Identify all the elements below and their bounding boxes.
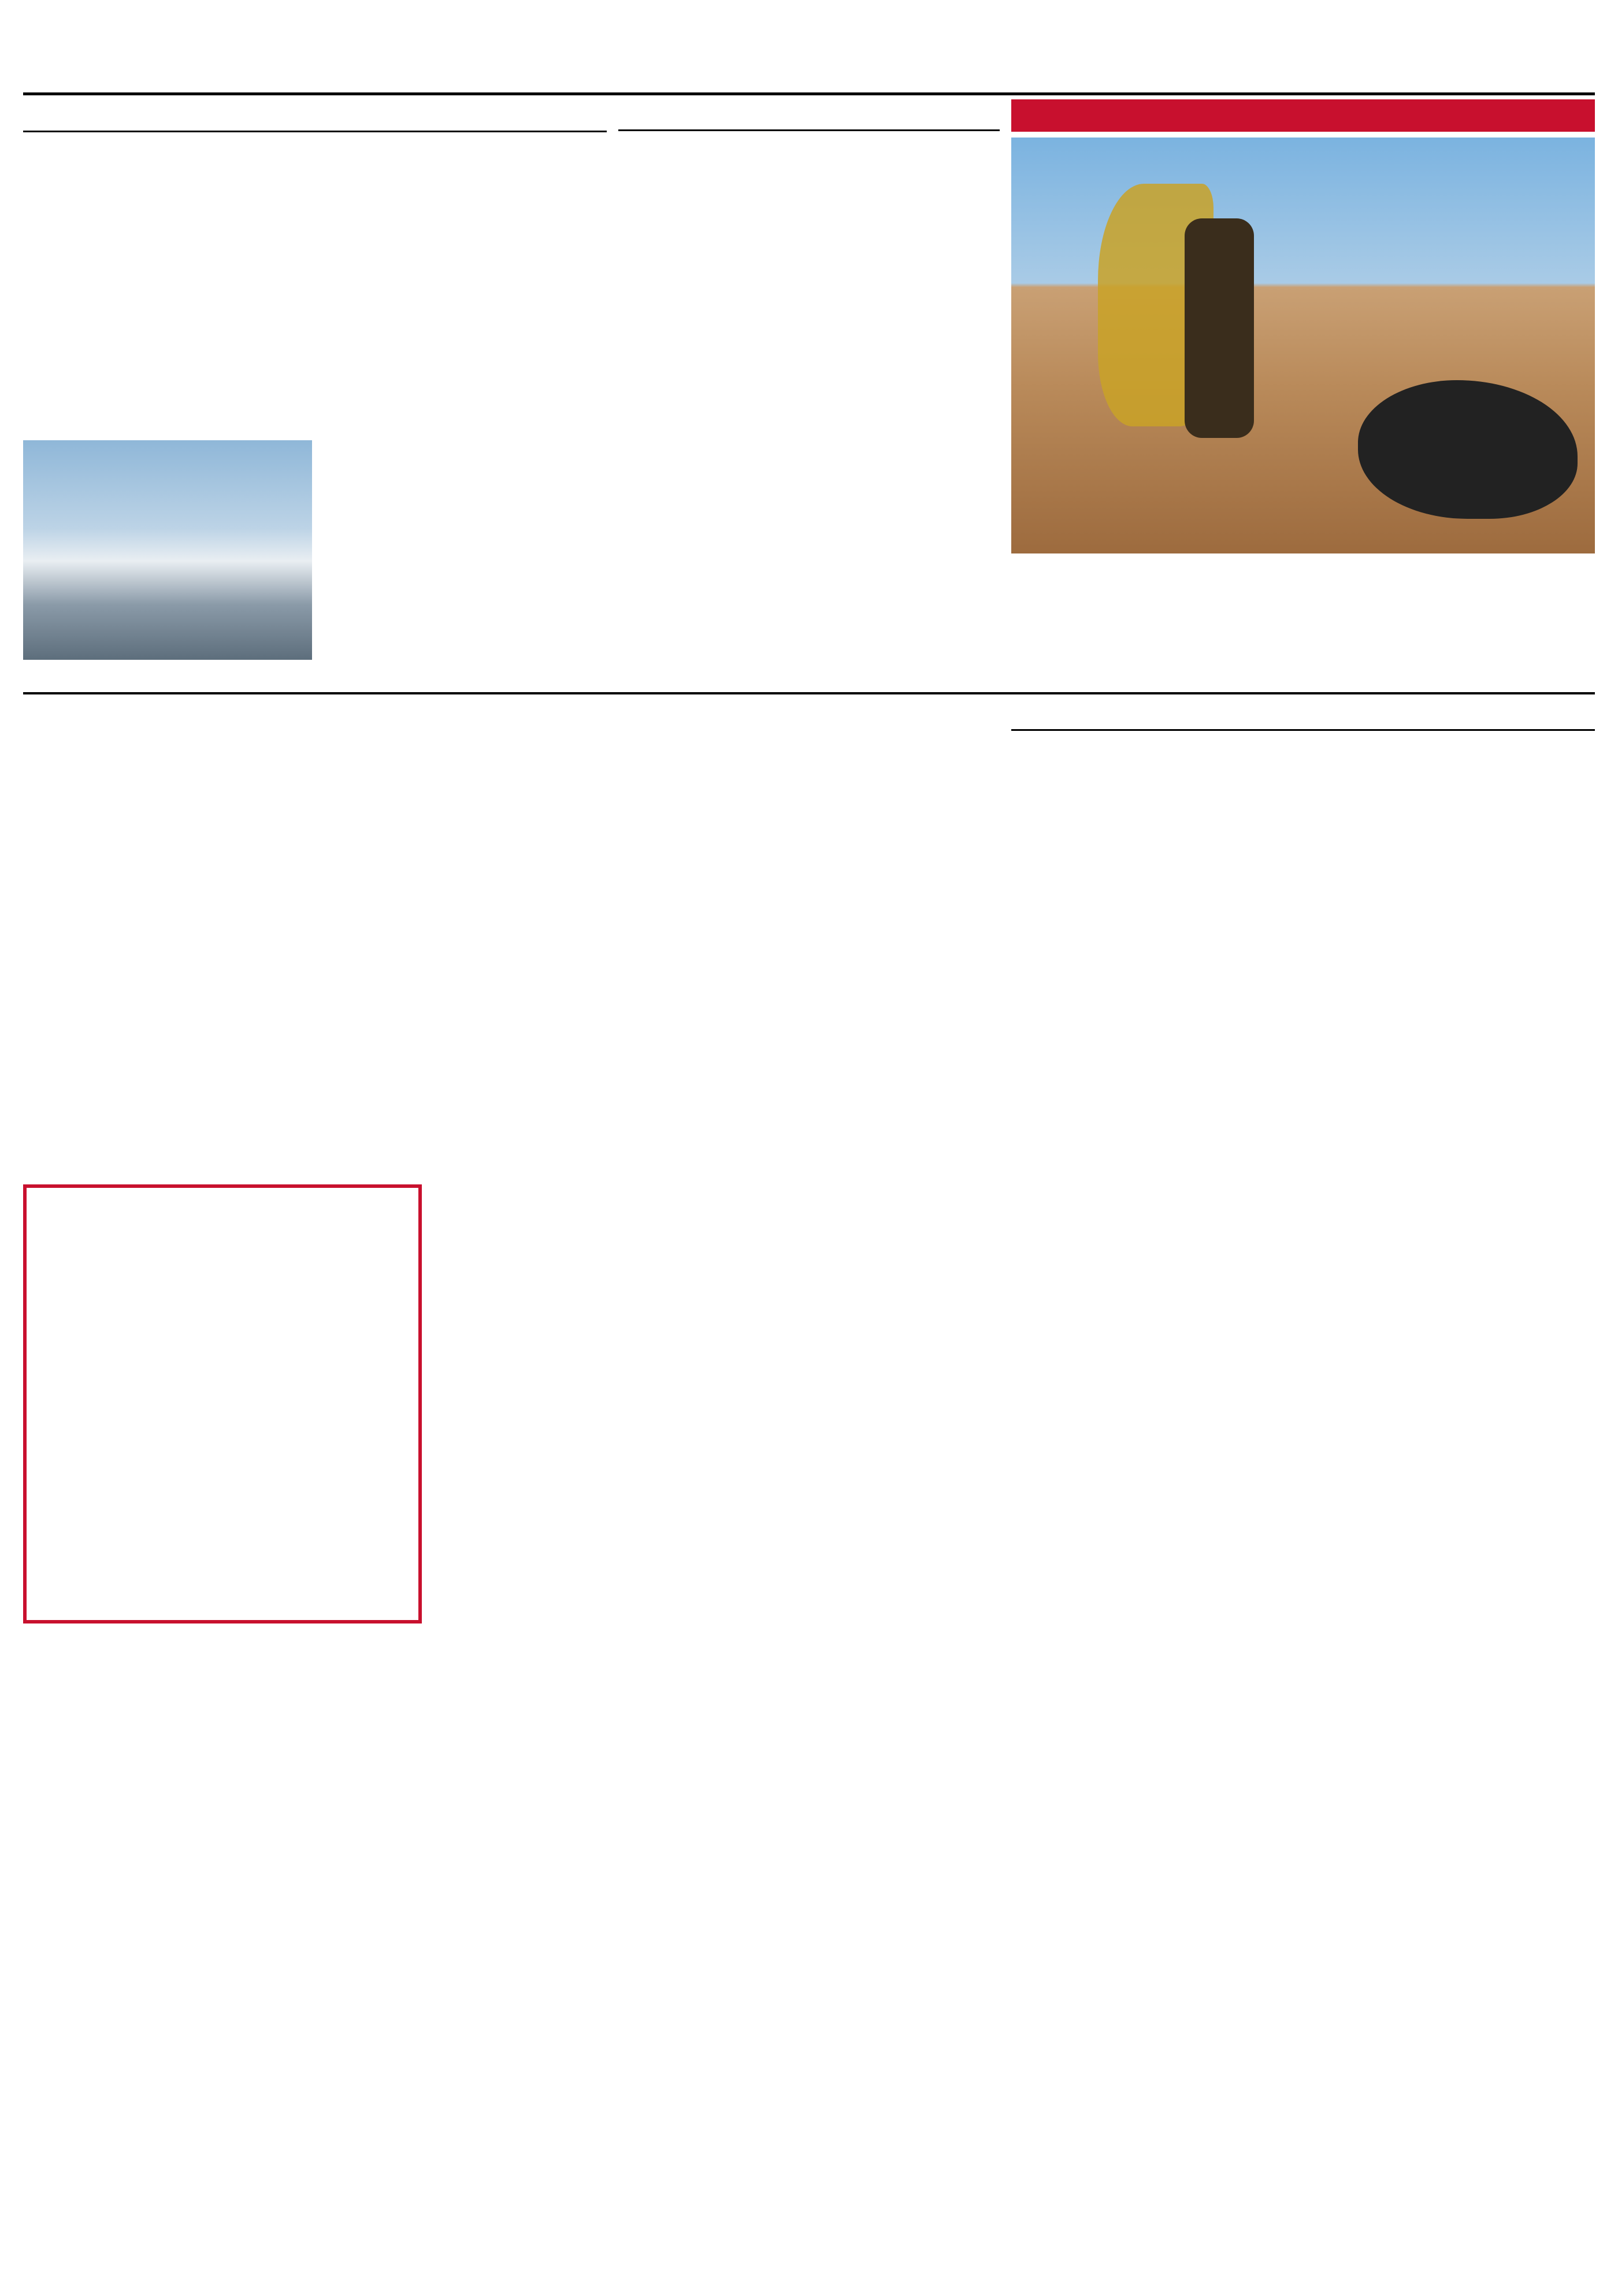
story-body-2	[618, 994, 1000, 1173]
story-body-2	[618, 406, 1000, 677]
story-body	[35, 1203, 410, 1526]
glacier-photo	[23, 440, 312, 660]
story-body	[618, 255, 1000, 336]
story-banner	[1011, 99, 1595, 132]
photo-caption	[1011, 562, 1595, 683]
top-rule	[23, 92, 1595, 95]
story-body	[618, 780, 1000, 919]
story-body-2	[324, 440, 607, 683]
refund-box	[23, 1184, 422, 1623]
story-body	[1011, 844, 1595, 930]
row-rule-1	[23, 692, 1595, 694]
bull-shape	[1358, 380, 1578, 519]
story-body-2	[1011, 1005, 1595, 1248]
story-body	[23, 238, 607, 365]
cbse-story	[23, 699, 607, 1179]
masthead-right	[1565, 60, 1583, 87]
story-body	[23, 797, 607, 867]
badrinath-story	[23, 99, 607, 689]
kicker-rule	[23, 131, 607, 132]
kicker-rule	[1011, 729, 1595, 731]
kicker-rule	[618, 129, 1000, 131]
story-body-2	[23, 913, 607, 1167]
matador-shape	[1185, 218, 1254, 438]
bullfight-story	[1011, 99, 1595, 689]
masthead	[23, 58, 1595, 90]
naxal-story	[618, 99, 1000, 689]
karnataka-ai-column	[630, 1184, 1005, 1589]
bullfight-photo	[1011, 138, 1595, 553]
mumbai-story	[618, 699, 1000, 1179]
actress-story	[1011, 699, 1595, 1260]
